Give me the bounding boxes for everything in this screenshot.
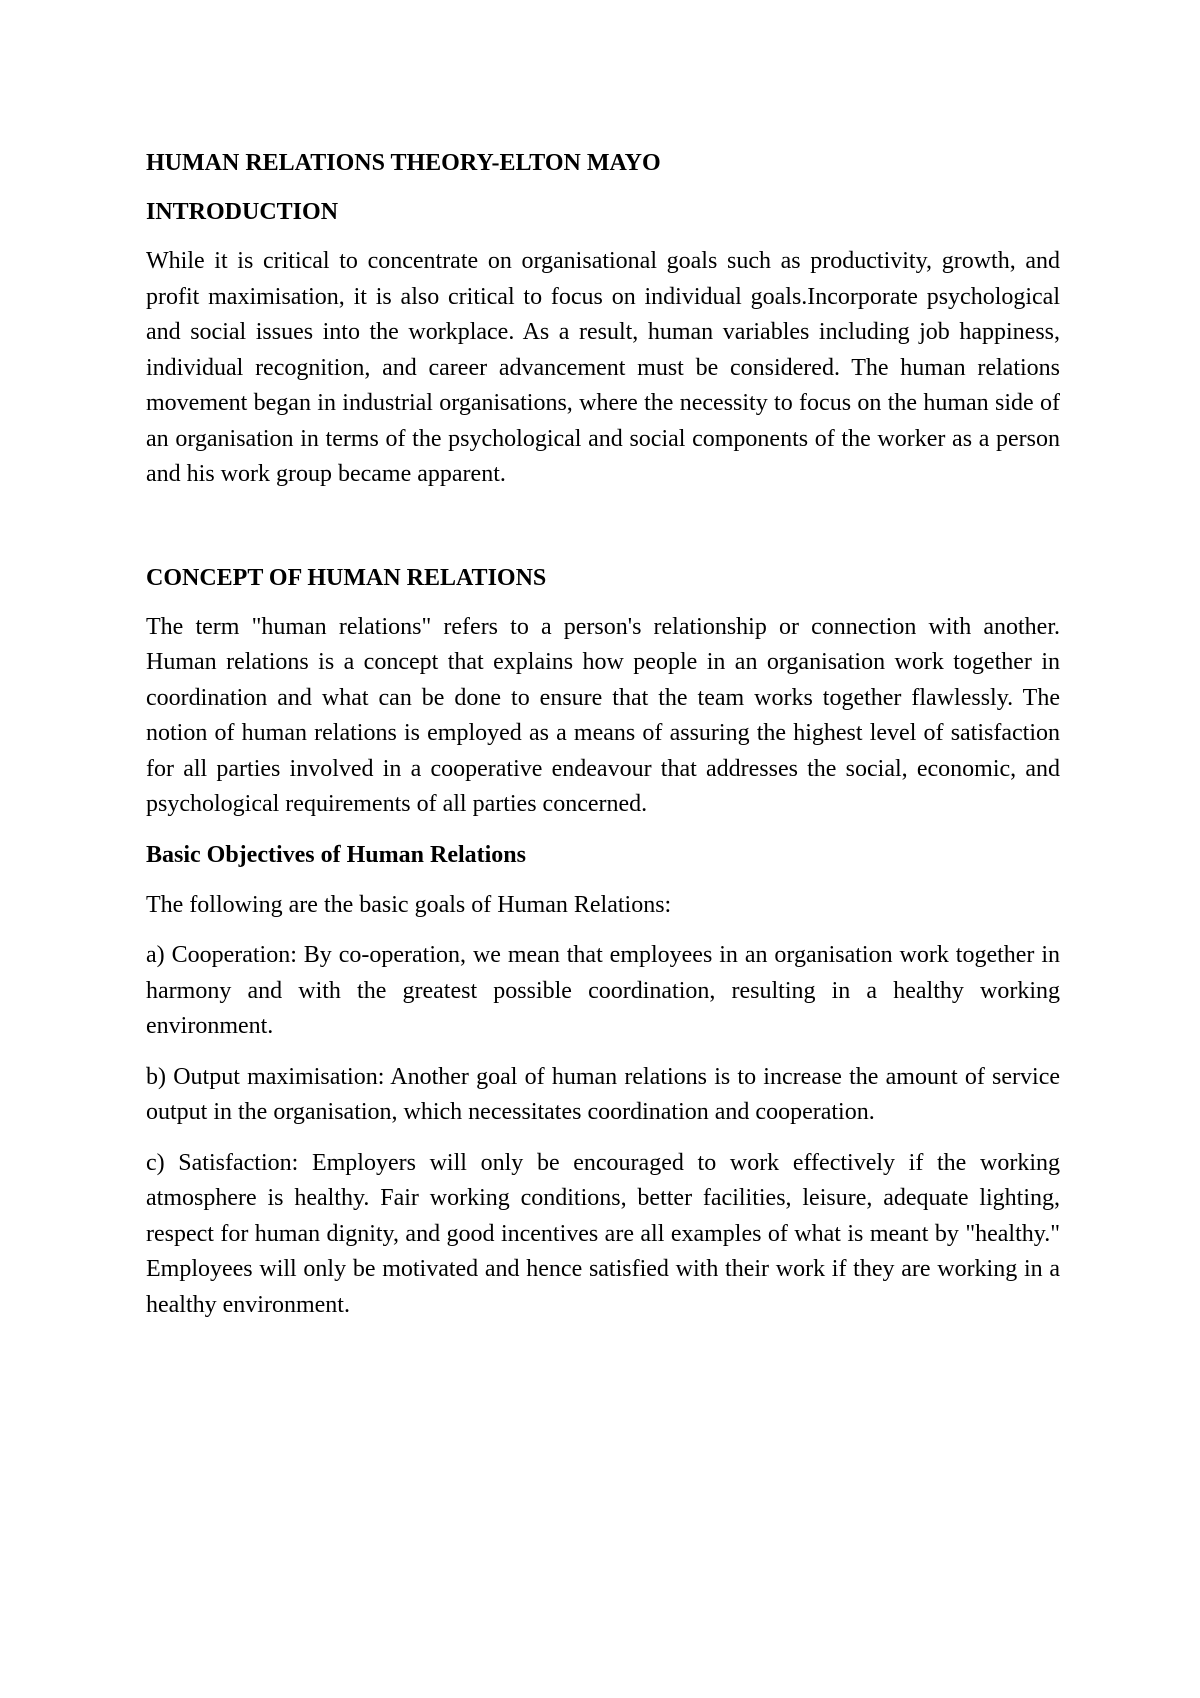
concept-heading: CONCEPT OF HUMAN RELATIONS — [146, 564, 547, 591]
objective-item-satisfaction: c) Satisfaction: Employers will only be encouraged to work effectively if the working atmosphere is healthy. Fair working conditions, better facilities, leisure, adequate lighting, respect for human dignity, and good incentives are all examples of what is meant by "healthy." Employees will only be motivated and hence satisfied with their work if they are working in a healthy environment. — [146, 1149, 1060, 1318]
objective-item-output-maximisation: b) Output maximisation: Another goal of human relations is to increase the amount of service output in the organisation, which necessitates coordination and cooperation. — [146, 1063, 1060, 1125]
objectives-heading: Basic Objectives of Human Relations — [146, 841, 526, 868]
document-body — [146, 146, 1060, 1323]
objectives-lead-paragraph: The following are the basic goals of Human Relations: — [146, 891, 672, 918]
document-title: HUMAN RELATIONS THEORY-ELTON MAYO — [146, 150, 661, 176]
objective-item-cooperation: a) Cooperation: By co-operation, we mean that employees in an organisation work together in harmony and with the greatest possible coordination, resulting in a healthy working environment. — [146, 942, 1060, 1039]
concept-paragraph: The term "human relations" refers to a person's relationship or connection with another. Human relations is a concept that explains how people in an organisation work together in coordination and what can be done to ensure that the team works together flawlessly. The notion of human relations is employed as a means of assuring the highest level of satisfaction for all parties involved in a cooperative endeavour that addresses the social, economic, and psychological requirements of all parties concerned. — [146, 613, 1060, 817]
introduction-heading: INTRODUCTION — [146, 199, 339, 225]
introduction-paragraph: While it is critical to concentrate on organisational goals such as productivity, growth, and profit maximisation, it is also critical to focus on individual goals.Incorporate psychological and social issues into the workplace. As a result, human variables including job happiness, individual recognition, and career advancement must be considered. The human relations movement began in industrial organisations, where the necessity to focus on the human side of an organisation in terms of the psychological and social components of the worker as a person and his work group became apparent. — [146, 248, 1060, 487]
